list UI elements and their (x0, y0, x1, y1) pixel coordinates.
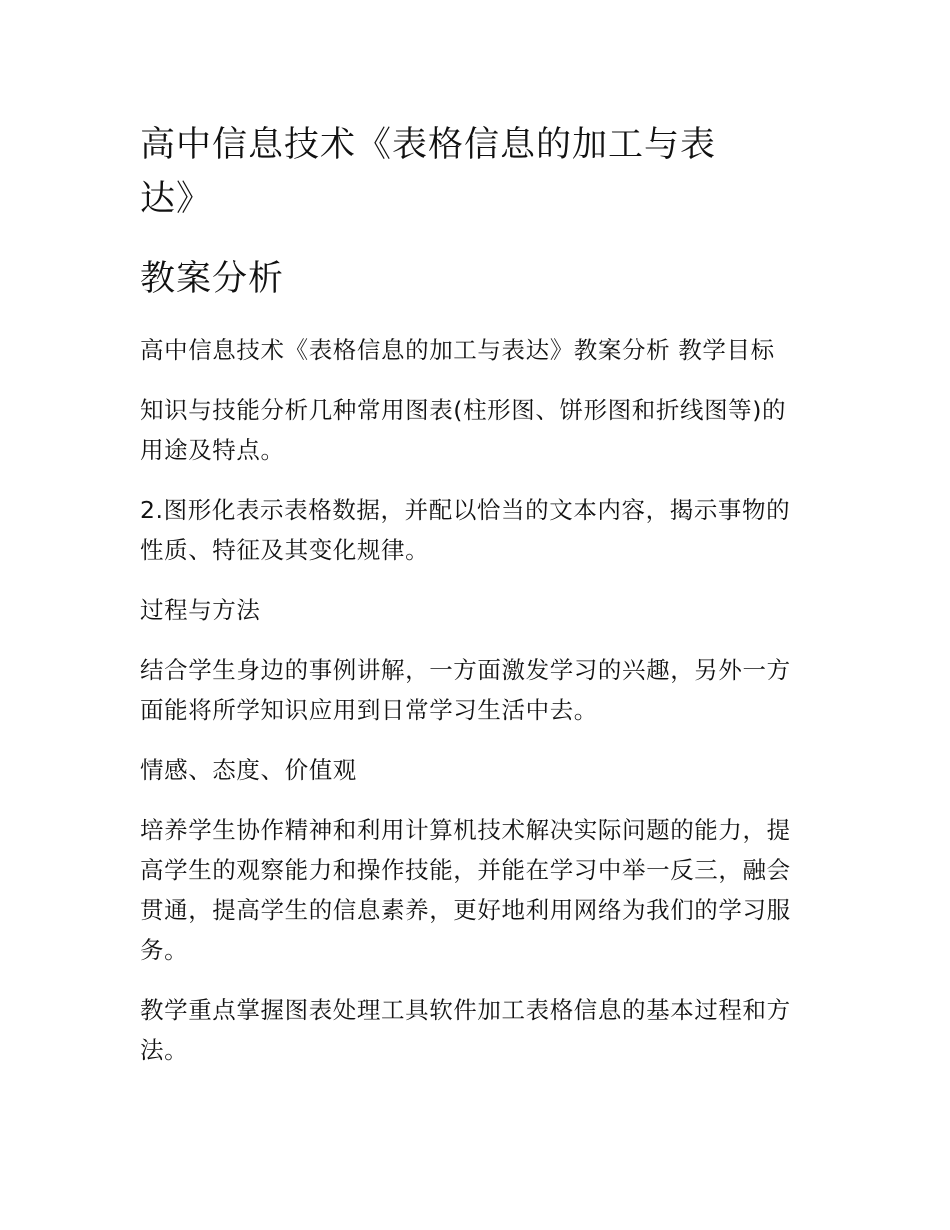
paragraph-knowledge-skills: 知识与技能分析几种常用图表(柱形图、饼形图和折线图等)的用途及特点。 (140, 396, 787, 464)
document-title: 高中信息技术《表格信息的加工与表达》 (140, 125, 717, 219)
document-page (140, 118, 810, 1070)
document-subtitle: 教案分析 (140, 259, 285, 299)
paragraph-process-method: 结合学生身边的事例讲解，一方面激发学习的兴趣，另外一方面能将所学知识应用到日常学习生活中去。 (140, 656, 791, 724)
paragraph-graphical-data: 2.图形化表示表格数据，并配以恰当的文本内容，揭示事物的性质、特征及其变化规律。 (140, 496, 791, 564)
section-heading-emotion-values: 情感、态度、价值观 (140, 756, 357, 784)
paragraph-teaching-focus: 教学重点掌握图表处理工具软件加工表格信息的基本过程和方法。 (140, 996, 791, 1064)
paragraph-intro: 高中信息技术《表格信息的加工与表达》教案分析 教学目标 (140, 336, 775, 364)
section-heading-process-method: 过程与方法 (140, 596, 261, 624)
paragraph-emotion-values: 培养学生协作精神和利用计算机技术解决实际问题的能力，提高学生的观察能力和操作技能，并能在学习中举一反三，融会贯通，提高学生的信息素养，更好地利用网络为我们的学习服务。 (140, 816, 791, 964)
